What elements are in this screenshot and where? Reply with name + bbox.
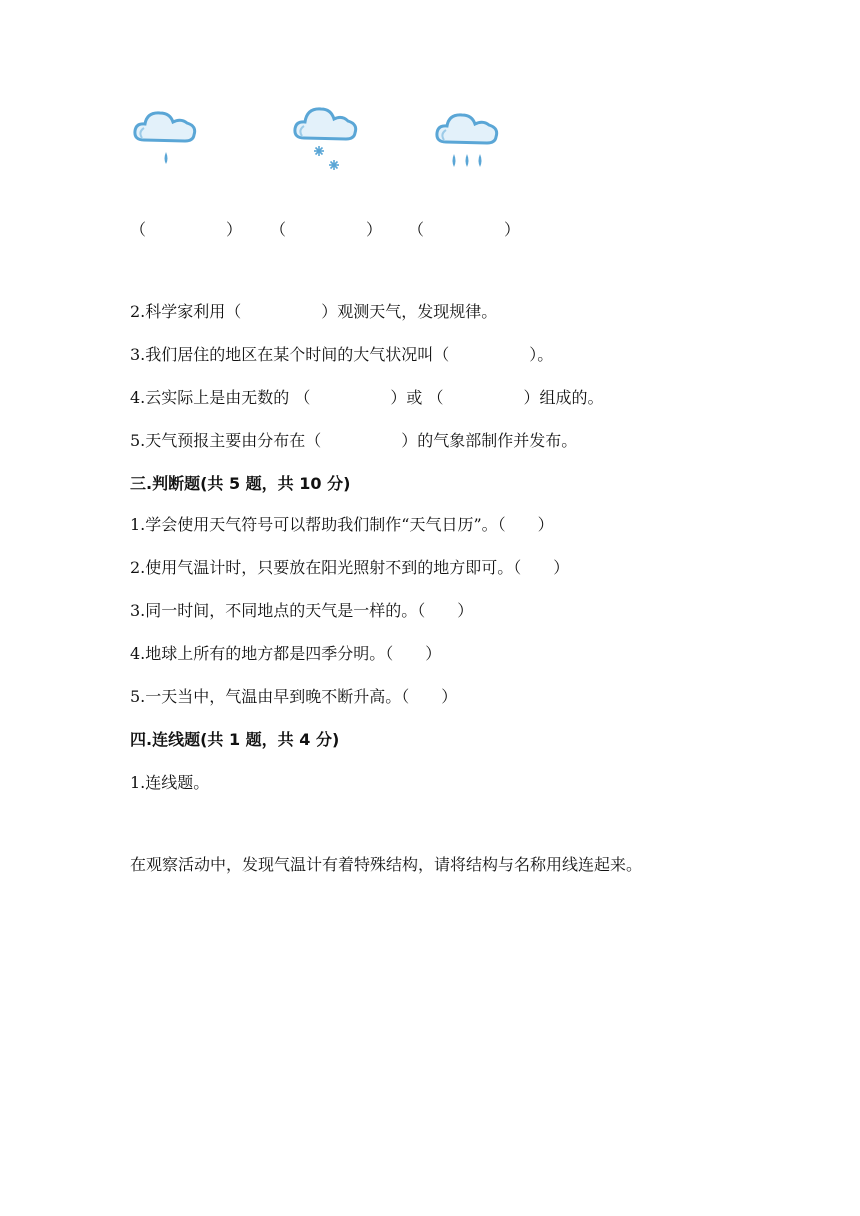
- section-title: 四.连线题(共 1 题，共 4 分): [130, 730, 340, 749]
- question-text: 2.使用气温计时，只要放在阳光照射不到的地方即可。（ ）: [130, 558, 570, 577]
- section-title: 三.判断题(共 5 题，共 10 分): [130, 474, 351, 493]
- icon-answer-blank[interactable]: （ ）: [408, 220, 521, 239]
- question-text: 5.天气预报主要由分布在（ ）的气象部制作并发布。: [130, 431, 578, 450]
- question-text: 2.科学家利用（ ）观测天气，发现规律。: [130, 302, 498, 321]
- question-text: 3.我们居住的地区在某个时间的大气状况叫（ ）。: [130, 345, 554, 364]
- question-text: 4.云实际上是由无数的 （ ）或 （ ）组成的。: [130, 388, 604, 407]
- question-text: 1.学会使用天气符号可以帮助我们制作“天气日历”。（ ）: [130, 515, 554, 534]
- question-text: 1.连线题。: [130, 773, 210, 792]
- moderate-rain-icon: [432, 106, 504, 176]
- question-text: 4.地球上所有的地方都是四季分明。（ ）: [130, 644, 442, 663]
- question-text: 3.同一时间，不同地点的天气是一样的。（ ）: [130, 601, 474, 620]
- snow-icon: [290, 100, 362, 176]
- instruction-text: 在观察活动中，发现气温计有着特殊结构，请将结构与名称用线连起来。: [130, 855, 643, 874]
- question-text: 5.一天当中，气温由早到晚不断升高。（ ）: [130, 687, 458, 706]
- icon-answer-blank[interactable]: （ ）: [130, 220, 243, 239]
- icon-answer-blank[interactable]: （ ）: [270, 220, 383, 239]
- light-rain-icon: [130, 104, 202, 174]
